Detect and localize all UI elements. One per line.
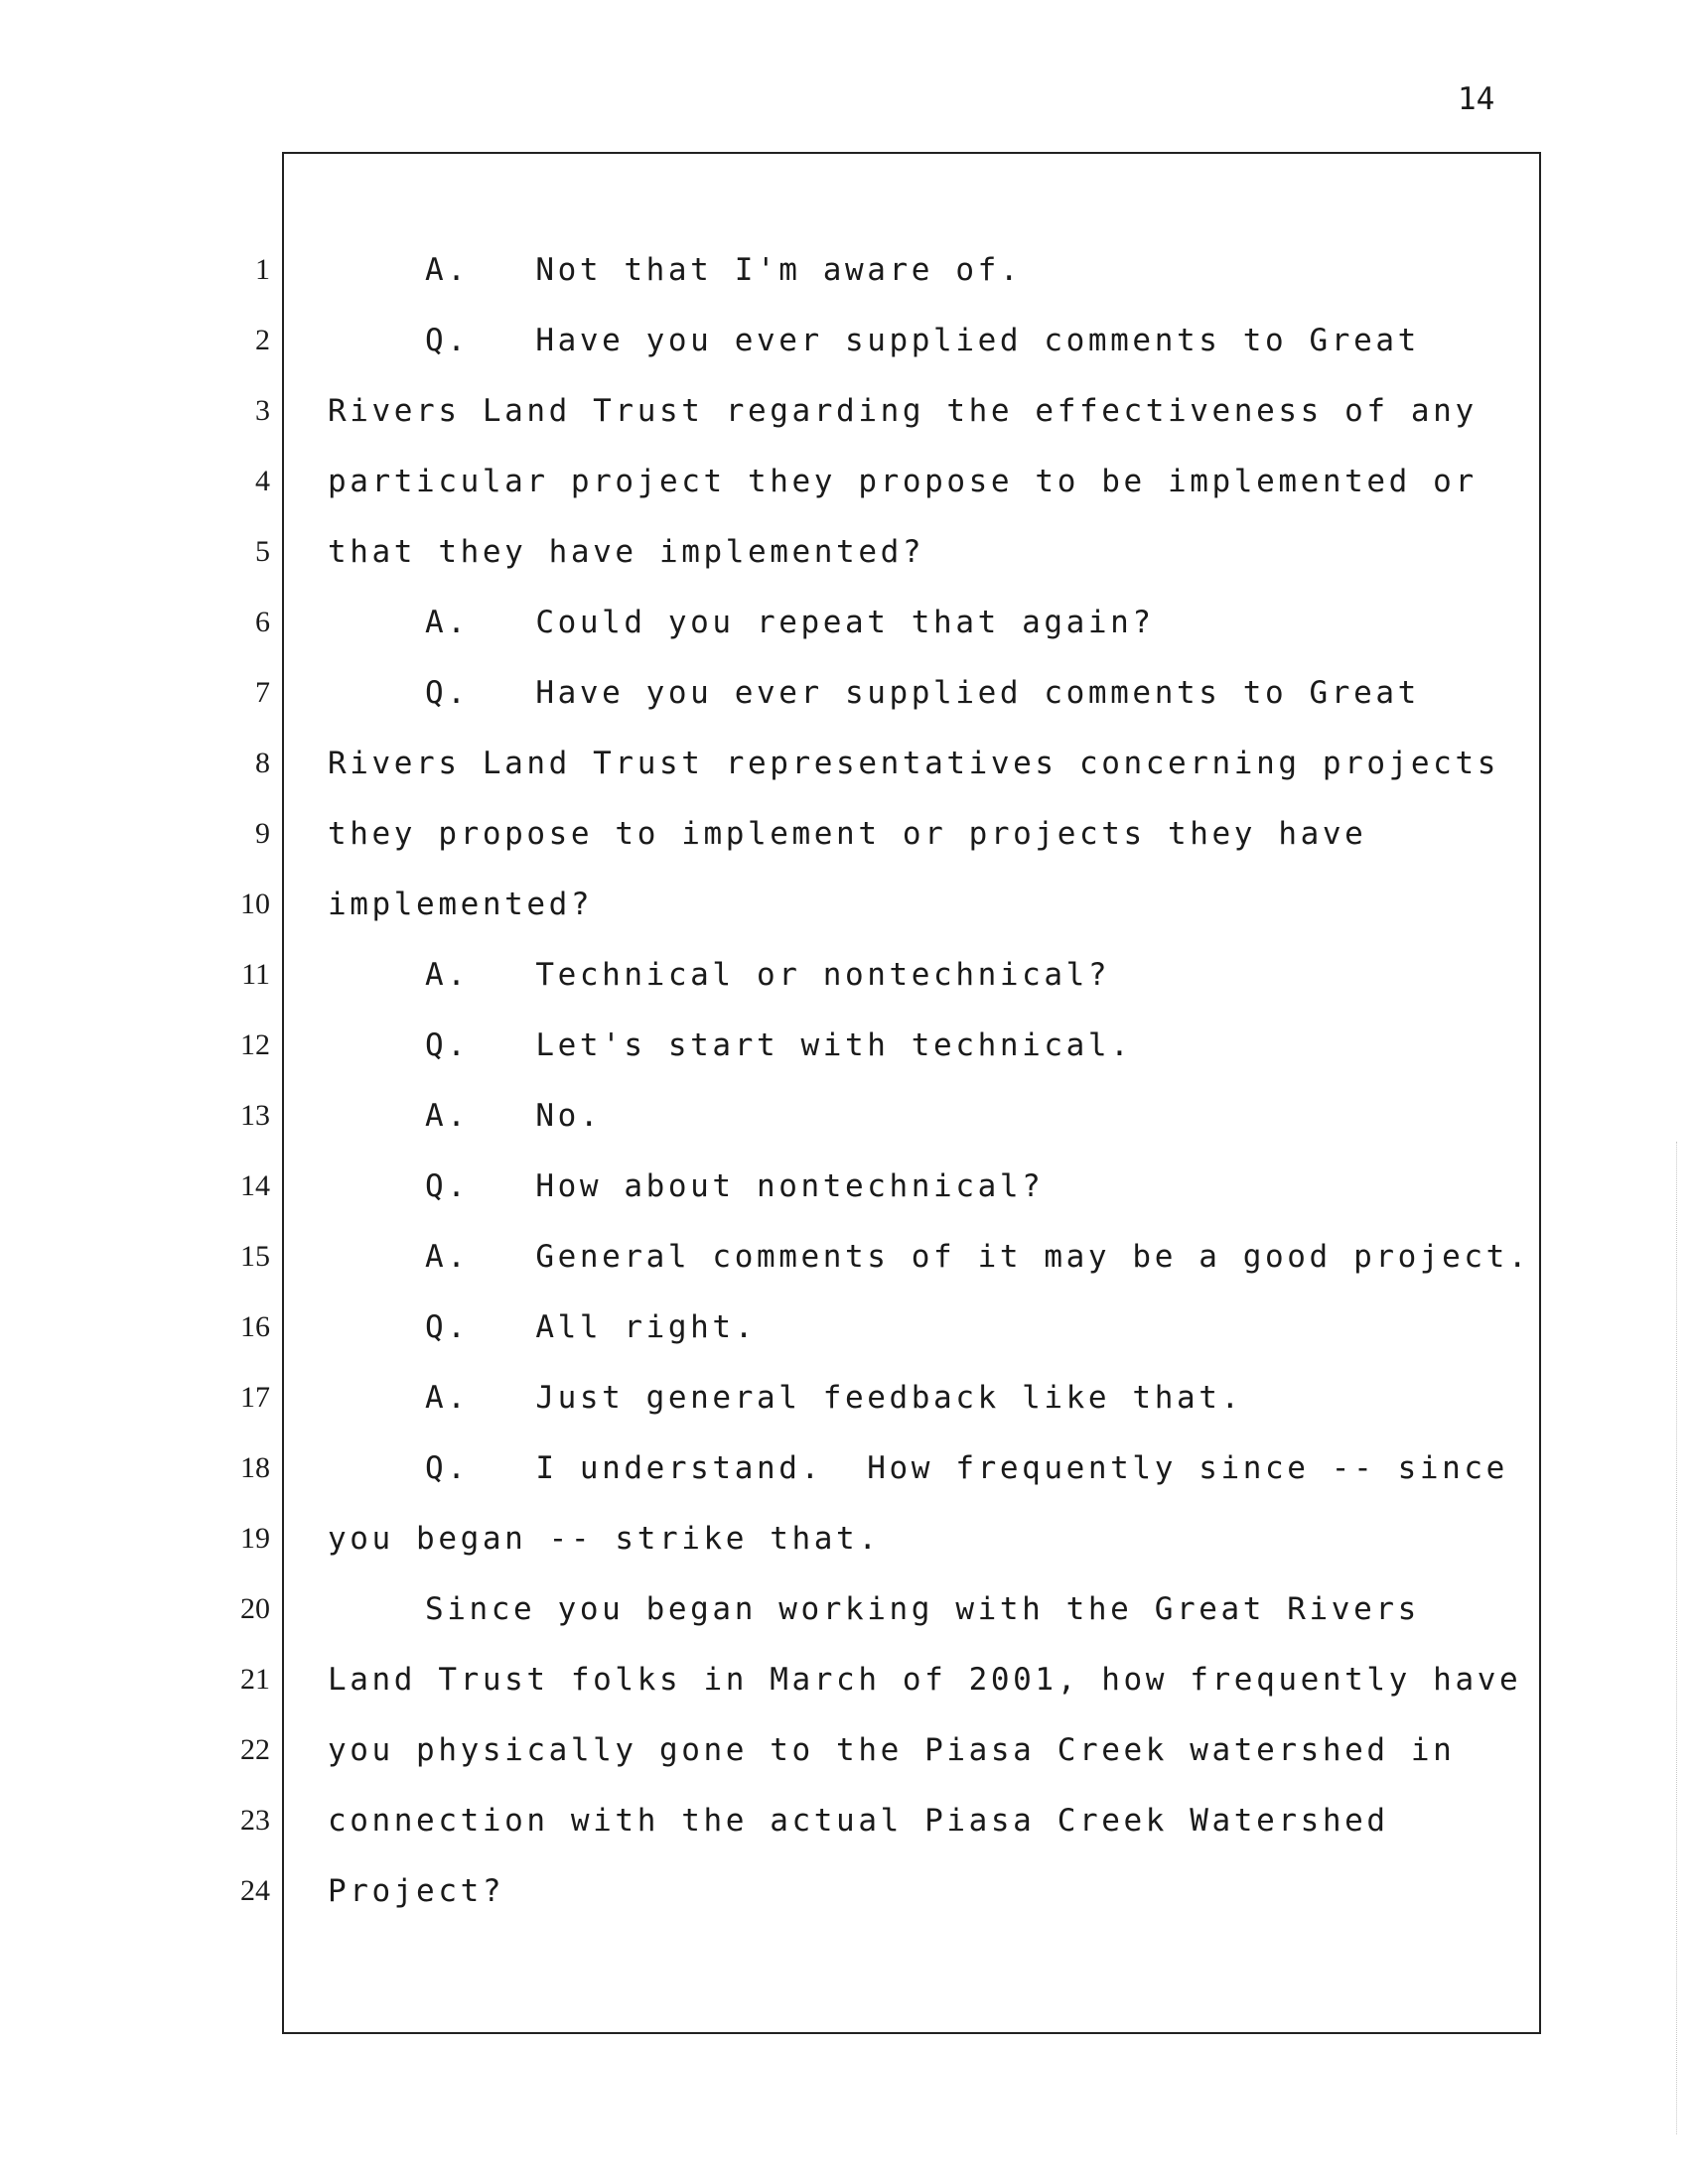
line-number: 11	[241, 958, 270, 991]
line-number: 5	[255, 535, 270, 568]
transcript-line: A. Technical or nontechnical?	[425, 957, 1111, 993]
line-number: 10	[240, 887, 270, 920]
line-number: 19	[240, 1522, 270, 1555]
line-number: 8	[255, 747, 270, 779]
transcript-line: Q. How about nontechnical?	[425, 1168, 1045, 1204]
transcript-line: they propose to implement or projects they have	[328, 816, 1367, 852]
transcript-line: Rivers Land Trust regarding the effectiveness of any	[328, 393, 1478, 429]
line-number: 17	[240, 1381, 270, 1414]
line-number: 2	[255, 324, 270, 356]
transcript-line: Project?	[328, 1873, 505, 1909]
line-number: 1	[255, 253, 270, 286]
line-number: 14	[240, 1169, 270, 1202]
line-number: 20	[240, 1592, 270, 1625]
transcript-line: Rivers Land Trust representatives concerning projects	[328, 746, 1499, 781]
line-number: 6	[255, 606, 270, 638]
transcript-line: implemented?	[328, 887, 594, 922]
transcript-line: connection with the actual Piasa Creek Watershed	[328, 1803, 1389, 1839]
transcript-line: A. Just general feedback like that.	[425, 1380, 1243, 1416]
line-number: 7	[255, 676, 270, 709]
transcript-line: that they have implemented?	[328, 534, 925, 570]
transcript-line: Q. I understand. How frequently since -- since	[425, 1450, 1508, 1486]
line-number: 13	[240, 1099, 270, 1132]
line-number: 24	[240, 1874, 270, 1907]
transcript-line: Q. Have you ever supplied comments to Great	[425, 323, 1420, 358]
transcript-line: Q. All right.	[425, 1309, 757, 1345]
transcript-line: you physically gone to the Piasa Creek watershed in	[328, 1732, 1456, 1768]
transcript-line: A. No.	[425, 1098, 603, 1134]
transcript-line: you began -- strike that.	[328, 1521, 881, 1557]
transcript-line: particular project they propose to be implemented or	[328, 464, 1478, 499]
line-number: 4	[255, 465, 270, 497]
line-number: 3	[255, 394, 270, 427]
line-number: 12	[240, 1028, 270, 1061]
transcript-line: A. Could you repeat that again?	[425, 605, 1155, 640]
transcript-line: A. Not that I'm aware of.	[425, 252, 1023, 288]
line-number: 21	[240, 1663, 270, 1696]
line-number: 23	[240, 1804, 270, 1837]
page-number: 14	[1458, 81, 1495, 117]
transcript-line: Since you began working with the Great Rivers	[425, 1591, 1420, 1627]
transcript-line: A. General comments of it may be a good project.	[425, 1239, 1531, 1275]
line-number: 9	[255, 817, 270, 850]
line-number: 22	[240, 1733, 270, 1766]
transcript-line: Q. Have you ever supplied comments to Great	[425, 675, 1420, 711]
line-number: 15	[240, 1240, 270, 1273]
page-edge-mark	[1676, 1142, 1678, 2134]
line-number: 18	[240, 1451, 270, 1484]
transcript-line: Land Trust folks in March of 2001, how frequently have	[328, 1662, 1522, 1698]
line-number: 16	[240, 1310, 270, 1343]
transcript-line: Q. Let's start with technical.	[425, 1027, 1133, 1063]
